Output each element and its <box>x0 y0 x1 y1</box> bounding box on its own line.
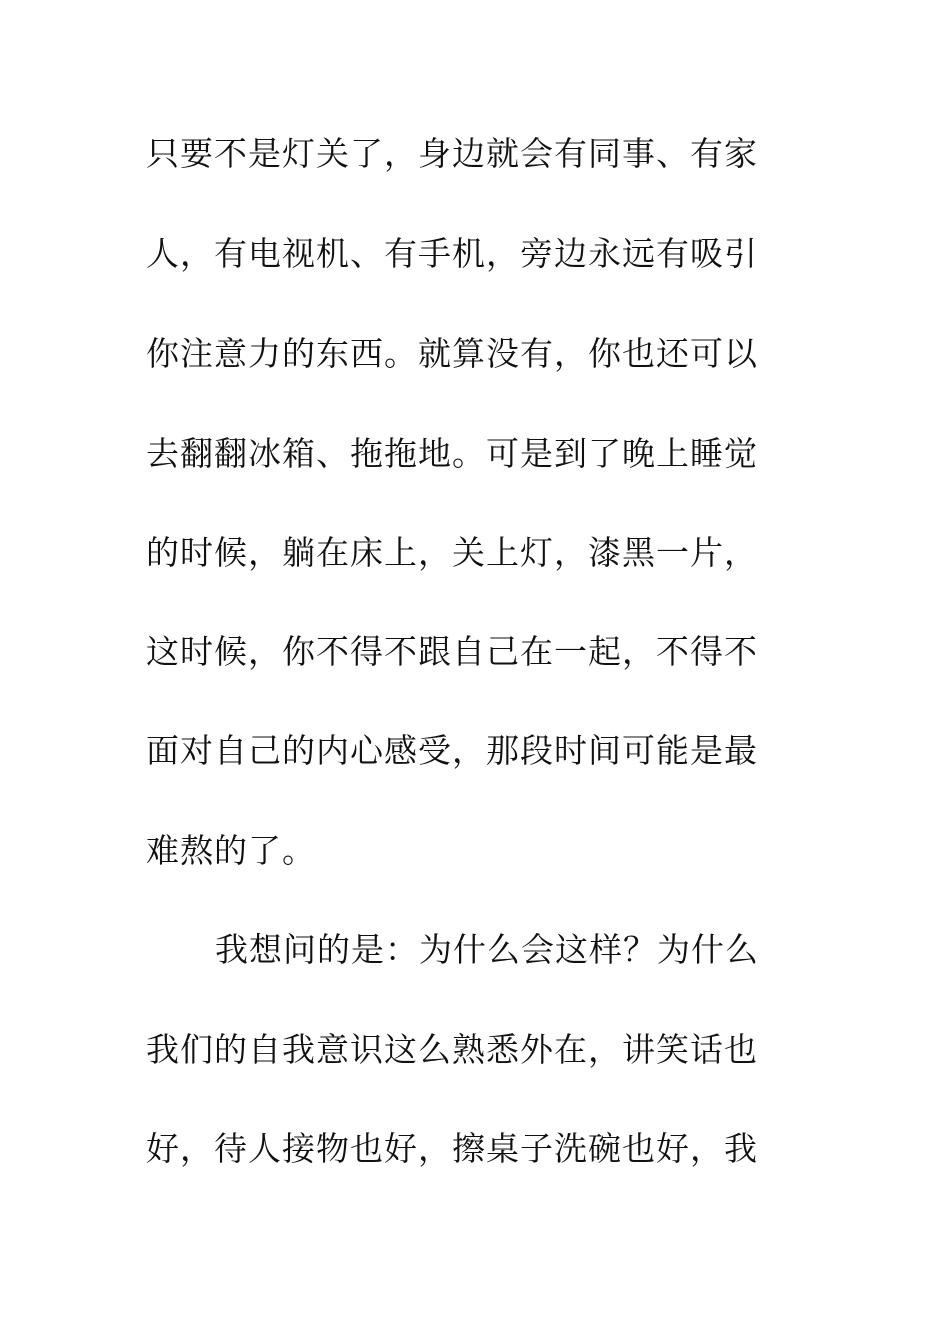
text-line: 人，有电视机、有手机，旁边永远有吸引 <box>146 234 758 273</box>
text-line: 我们的自我意识这么熟悉外在，讲笑话也 <box>146 1030 758 1069</box>
text-line: 去翻翻冰箱、拖拖地。可是到了晚上睡觉 <box>146 434 758 473</box>
text-line: 面对自己的内心感受，那段时间可能是最 <box>146 731 758 770</box>
paragraph-first-line: 我想问的是：为什么会这样？为什么 <box>215 930 759 969</box>
text-line: 你注意力的东西。就算没有，你也还可以 <box>146 334 758 373</box>
text-line: 这时候，你不得不跟自己在一起，不得不 <box>146 632 758 671</box>
text-line: 只要不是灯关了，身边就会有同事、有家 <box>146 134 758 173</box>
text-line: 好，待人接物也好，擦桌子洗碗也好，我 <box>146 1129 758 1168</box>
text-line: 的时候，躺在床上，关上灯，漆黑一片， <box>146 533 758 572</box>
text-line: 难熬的了。 <box>146 831 316 870</box>
